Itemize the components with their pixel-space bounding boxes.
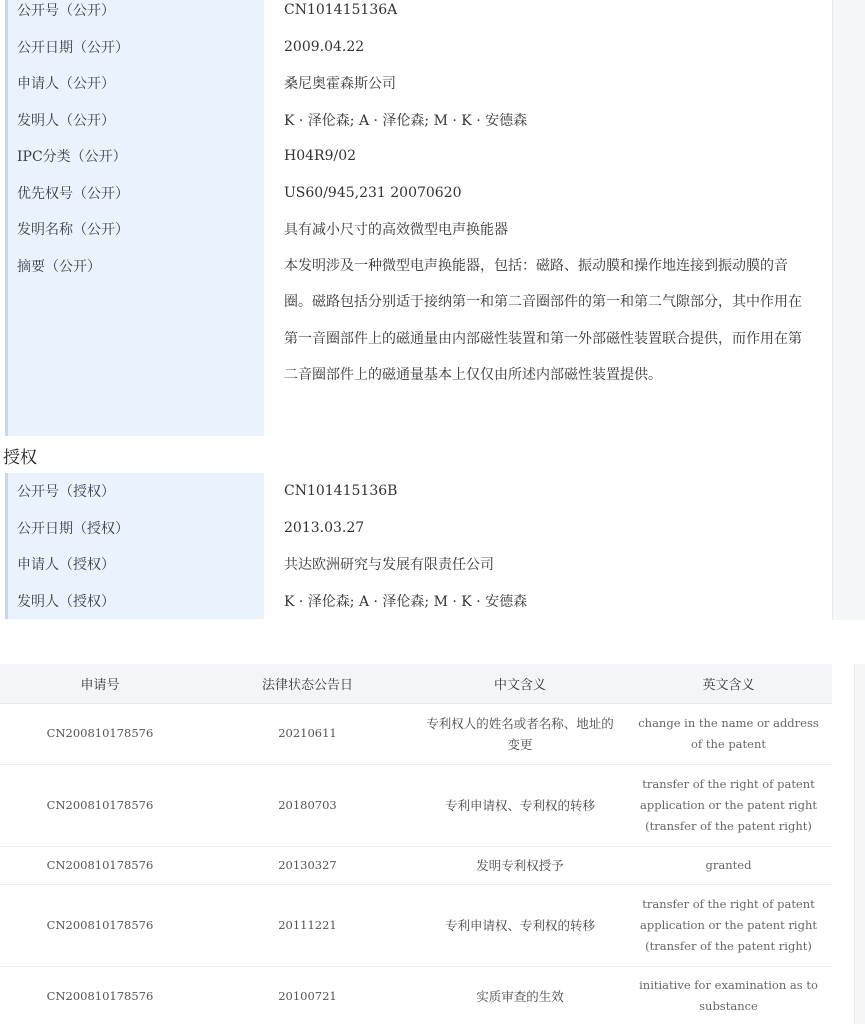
english-meaning-cell: transfer of the right of patent application or the patent right (transfer of the patent right) xyxy=(625,764,832,846)
announcement-date-cell: 20210611 xyxy=(200,703,415,764)
legal-status-panel xyxy=(0,664,832,1024)
column-header: 英文含义 xyxy=(625,664,832,703)
field-label: 摘要（公开） xyxy=(17,258,101,275)
field-value: 具有减小尺寸的高效微型电声换能器 xyxy=(284,222,508,239)
table-row xyxy=(0,966,832,1024)
chinese-meaning-cell: 专利申请权、专利权的转移 xyxy=(415,884,625,966)
field-value: CN101415136A xyxy=(284,2,398,19)
field-label: 公开日期（授权） xyxy=(17,520,129,537)
field-value: 共达欧洲研究与发展有限责任公司 xyxy=(284,557,494,574)
field-label: 申请人（授权） xyxy=(17,557,115,574)
english-meaning-cell: granted xyxy=(625,846,832,884)
table-header-row xyxy=(0,664,832,703)
info-row xyxy=(5,0,832,29)
info-row xyxy=(5,102,832,139)
english-meaning-cell: transfer of the right of patent application or the patent right (transfer of the patent right) xyxy=(625,884,832,966)
info-row xyxy=(5,29,832,66)
field-label: 公开号（授权） xyxy=(17,484,115,501)
field-value: 桑尼奥霍森斯公司 xyxy=(284,76,396,93)
info-row xyxy=(5,546,832,583)
announcement-date-cell: 20111221 xyxy=(200,884,415,966)
application-number-cell: CN200810178576 xyxy=(0,966,200,1024)
field-label: 申请人（公开） xyxy=(17,76,115,93)
field-label: 公开号（公开） xyxy=(17,3,115,20)
field-label: IPC分类（公开） xyxy=(17,149,127,166)
field-label: 发明人（授权） xyxy=(17,593,115,610)
info-row xyxy=(5,583,832,620)
table-row xyxy=(0,884,832,966)
field-value: 2009.04.22 xyxy=(284,38,365,55)
info-row xyxy=(5,510,832,547)
field-label: 公开日期（公开） xyxy=(17,39,129,56)
field-label: 优先权号（公开） xyxy=(17,185,129,202)
chinese-meaning-cell: 发明专利权授予 xyxy=(415,846,625,884)
english-meaning-cell: change in the name or address of the patent xyxy=(625,703,832,764)
column-header: 法律状态公告日 xyxy=(200,664,415,703)
info-row xyxy=(5,175,832,212)
table-row xyxy=(0,764,832,846)
legal-status-table xyxy=(0,664,832,1024)
field-value: K · 泽伦森; A · 泽伦森; M · K · 安德森 xyxy=(284,112,528,129)
table-row xyxy=(0,703,832,764)
chinese-meaning-cell: 专利申请权、专利权的转移 xyxy=(415,764,625,846)
publication-section xyxy=(5,0,832,436)
announcement-date-cell: 20130327 xyxy=(200,846,415,884)
field-value: 2013.03.27 xyxy=(284,519,365,536)
column-header: 申请号 xyxy=(0,664,200,703)
info-row xyxy=(5,65,832,102)
info-row xyxy=(5,211,832,248)
chinese-meaning-cell: 专利权人的姓名或者名称、地址的变更 xyxy=(415,703,625,764)
application-number-cell: CN200810178576 xyxy=(0,884,200,966)
application-number-cell: CN200810178576 xyxy=(0,846,200,884)
column-header: 中文含义 xyxy=(415,664,625,703)
abstract-text: 本发明涉及一种微型电声换能器，包括：磁路、振动膜和操作地连接到振动膜的音圈。磁路包括分别适于接纳第一和第二音圈部件的第一和第二气隙部分，其中作用在第一音圈部件上的磁通量由内部磁性装置和第一外部磁性装置联合提供，而作用在第二音圈部件上的磁通量基本上仅仅由所述内部磁性装置提供。 xyxy=(284,257,802,384)
field-label: 发明人（公开） xyxy=(17,112,115,129)
application-number-cell: CN200810178576 xyxy=(0,764,200,846)
field-value: US60/945,231 20070620 xyxy=(284,184,462,201)
field-value: K · 泽伦森; A · 泽伦森; M · K · 安德森 xyxy=(284,593,528,610)
section-heading: 授权 xyxy=(3,448,37,468)
scrollbar-track[interactable] xyxy=(854,664,865,1024)
abstract-row xyxy=(5,248,832,438)
application-number-cell: CN200810178576 xyxy=(0,703,200,764)
chinese-meaning-cell: 实质审查的生效 xyxy=(415,966,625,1024)
english-meaning-cell: initiative for examination as to substance xyxy=(625,966,832,1024)
field-value: H04R9/02 xyxy=(284,148,357,165)
grant-section xyxy=(5,473,832,619)
announcement-date-cell: 20180703 xyxy=(200,764,415,846)
table-row xyxy=(0,846,832,884)
announcement-date-cell: 20100721 xyxy=(200,966,415,1024)
info-row xyxy=(5,138,832,175)
field-value: CN101415136B xyxy=(284,483,398,500)
field-label: 发明名称（公开） xyxy=(17,222,129,239)
info-row xyxy=(5,473,832,510)
scrollbar-track[interactable] xyxy=(832,0,865,620)
